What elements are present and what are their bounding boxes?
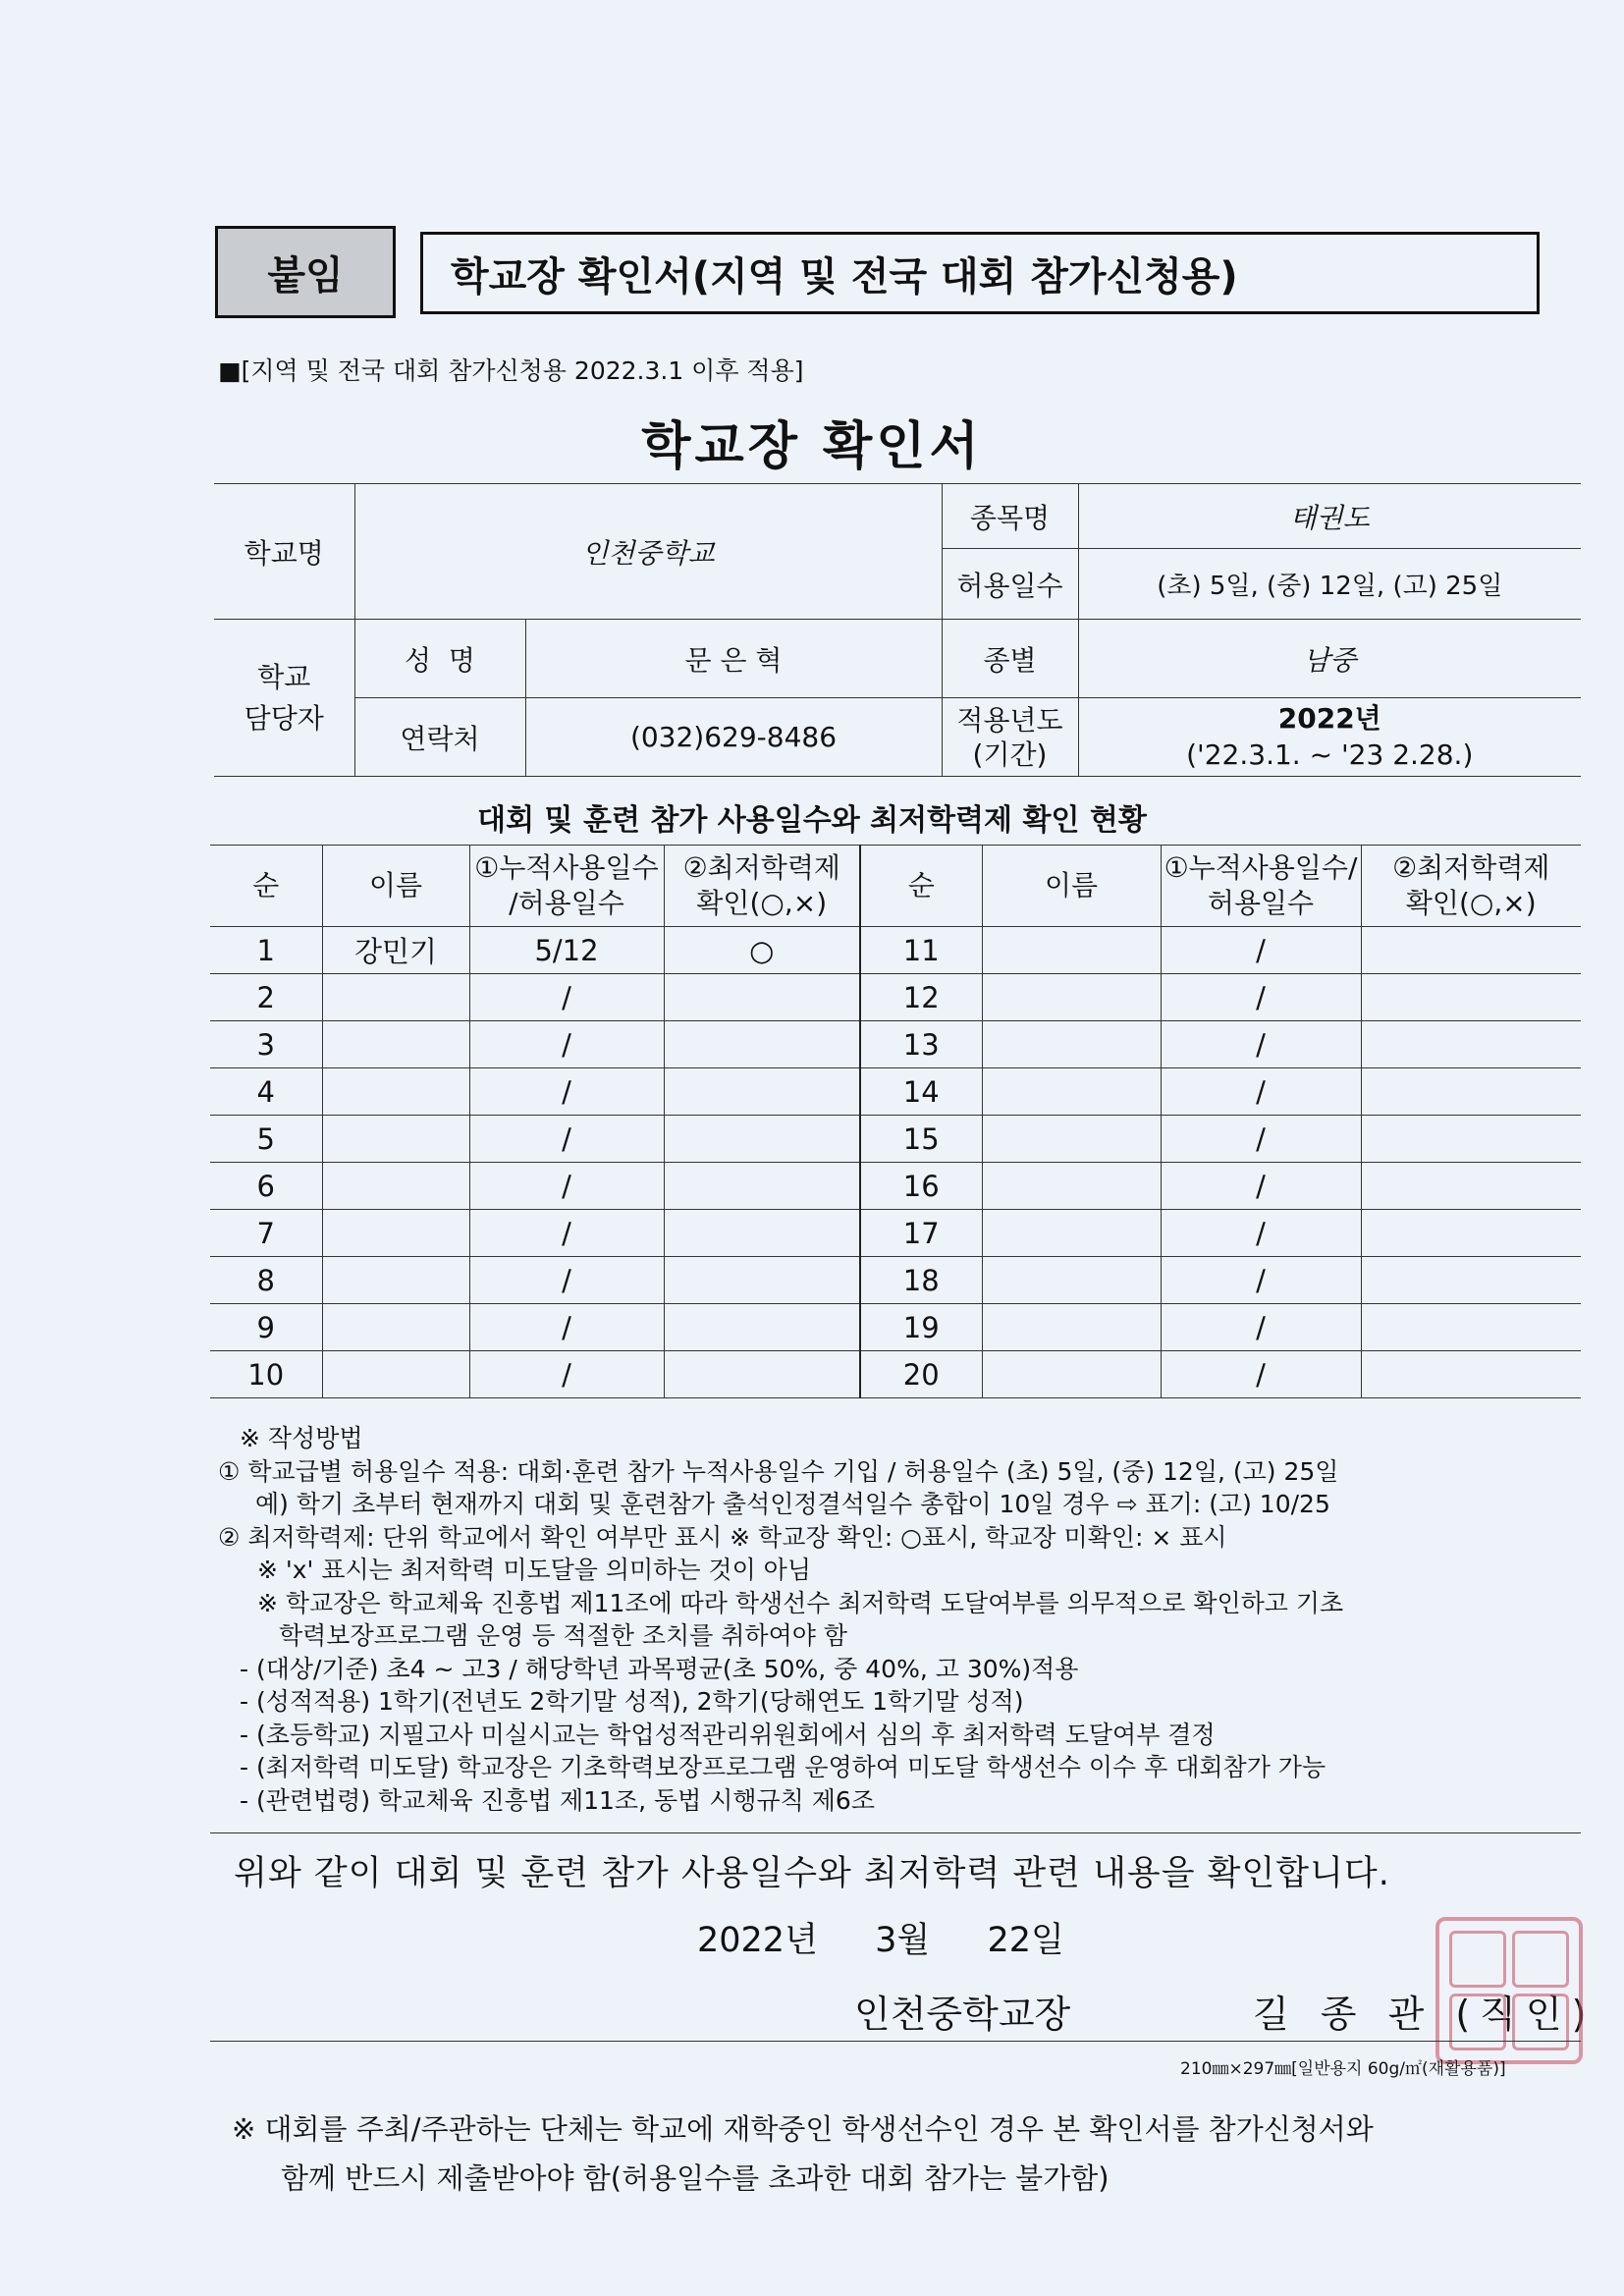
col-no-header: 순 [210, 846, 322, 927]
row-academic [1361, 1257, 1581, 1304]
table-row [210, 1257, 1581, 1304]
row-days: / [469, 974, 664, 1021]
detail-4: - (최저학력 미도달) 학교장은 기초학력보장프로그램 운영하여 미도달 학생선수 이수 후 대회참가 가능 [240, 1753, 1326, 1781]
row-name [322, 1304, 469, 1351]
row-name [322, 1116, 469, 1163]
row-days: / [469, 1163, 664, 1210]
row-days: / [469, 1068, 664, 1116]
row-no: 5 [210, 1116, 322, 1163]
detail-1: - (대상/기준) 초4 ~ 고3 / 해당학년 과목평균(초 50%, 중 40%, 고 30%)적용 [240, 1654, 1079, 1683]
row-days: / [1161, 1210, 1361, 1257]
col-days-header: ①누적사용일수/ 허용일수 [1161, 846, 1361, 927]
table-row [210, 1021, 1581, 1068]
col-name-header: 이름 [982, 846, 1161, 927]
col-academic-header: ②최저학력제 확인(○,×) [1361, 846, 1581, 927]
row-name [982, 927, 1161, 974]
row-no: 6 [210, 1163, 322, 1210]
row-name [322, 1210, 469, 1257]
row-days: / [469, 1116, 664, 1163]
note-2-a: ※ 'x' 표시는 최저학력 미도달을 의미하는 것이 아님 [257, 1556, 811, 1584]
footer-line-1: ※ 대회를 주최/주관하는 단체는 학교에 재학중인 학생선수인 경우 본 확인서를 참가신청서와 [232, 2112, 1374, 2146]
row-academic [1361, 1210, 1581, 1257]
row-academic [664, 1351, 860, 1398]
row-no: 16 [860, 1163, 982, 1210]
manager-label: 학교 담당자 [214, 620, 354, 777]
row-days: / [469, 1257, 664, 1304]
row-name [982, 1210, 1161, 1257]
row-no: 14 [860, 1068, 982, 1116]
row-name [322, 1021, 469, 1068]
row-no: 17 [860, 1210, 982, 1257]
row-days: / [469, 1021, 664, 1068]
row-no: 7 [210, 1210, 322, 1257]
gender-value: 남중 [1078, 620, 1581, 698]
row-academic [1361, 1068, 1581, 1116]
row-days: / [1161, 1068, 1361, 1116]
row-name [982, 974, 1161, 1021]
principal-title: 인천중학교장 [854, 1993, 1071, 2036]
row-no: 3 [210, 1021, 322, 1068]
period-label: 적용년도 (기간) [942, 698, 1078, 777]
row-academic [664, 1116, 860, 1163]
row-no: 20 [860, 1351, 982, 1398]
row-days: / [469, 1210, 664, 1257]
row-no: 12 [860, 974, 982, 1021]
school-info-table [214, 483, 1581, 777]
sport-value: 태권도 [1078, 484, 1581, 549]
row-days: / [1161, 1163, 1361, 1210]
note-2: ② 최저학력제: 단위 학교에서 확인 여부만 표시 ※ 학교장 확인: ○표시, 학교장 미확인: × 표시 [218, 1522, 1227, 1552]
row-days: / [1161, 1351, 1361, 1398]
form-title: 학교장 확인서(지역 및 전국 대회 참가신청용) [420, 232, 1540, 314]
contact-label: 연락처 [354, 698, 525, 777]
table-row [210, 1163, 1581, 1210]
note-1: ① 학교급별 허용일수 적용: 대회·훈련 참가 누적사용일수 기입 / 허용일수 (초) 5일, (중) 12일, (고) 25일 [218, 1456, 1339, 1486]
row-name [322, 1163, 469, 1210]
detail-3: - (초등학교) 지필고사 미실시교는 학업성적관리위원회에서 심의 후 최저학력 도달여부 결정 [240, 1720, 1216, 1749]
period-value: 2022년 ('22.3.1. ~ '23 2.28.) [1078, 698, 1581, 777]
row-name [322, 1068, 469, 1116]
row-no: 19 [860, 1304, 982, 1351]
row-no: 2 [210, 974, 322, 1021]
row-academic [664, 1257, 860, 1304]
table-row [210, 974, 1581, 1021]
contact-value: (032)629-8486 [525, 698, 942, 777]
footer-note [232, 2105, 1374, 2203]
row-days: / [1161, 1257, 1361, 1304]
row-name [982, 1351, 1161, 1398]
principal-name: 길 종 관 (직인) [1253, 1993, 1597, 2036]
row-academic [1361, 1116, 1581, 1163]
row-name: 강민기 [322, 927, 469, 974]
note-2-b: ※ 학교장은 학교체육 진흥법 제11조에 따라 학생선수 최저학력 도달여부를 의무적으로 확인하고 기초 [257, 1588, 1344, 1617]
divider [210, 1832, 1581, 1833]
attachment-tag: 붙임 [215, 226, 396, 318]
table-row [210, 1210, 1581, 1257]
row-days: / [1161, 1116, 1361, 1163]
official-seal-stamp [1435, 1917, 1583, 2064]
table-row [210, 927, 1581, 974]
table-row [210, 1304, 1581, 1351]
row-academic [1361, 1304, 1581, 1351]
row-name [982, 1163, 1161, 1210]
roster-section-title: 대회 및 훈련 참가 사용일수와 최저학력제 확인 현황 [477, 803, 1147, 838]
manager-name-value: 문 은 혁 [525, 620, 942, 698]
row-no: 10 [210, 1351, 322, 1398]
row-days: / [469, 1351, 664, 1398]
row-academic [1361, 1021, 1581, 1068]
row-days: 5/12 [469, 927, 664, 974]
row-academic [1361, 1163, 1581, 1210]
row-no: 1 [210, 927, 322, 974]
row-name [322, 1351, 469, 1398]
table-row [210, 1116, 1581, 1163]
row-academic [664, 1068, 860, 1116]
col-days-header: ①누적사용일수 /허용일수 [469, 846, 664, 927]
roster-header-row [210, 846, 1581, 927]
detail-5: - (관련법령) 학교체육 진흥법 제11조, 동법 시행규칙 제6조 [240, 1785, 875, 1815]
row-academic [664, 1304, 860, 1351]
row-academic [664, 974, 860, 1021]
row-name [322, 974, 469, 1021]
school-name-value: 인천중학교 [354, 484, 942, 620]
document-title: 학교장 확인서 [641, 417, 983, 476]
manager-name-label: 성 명 [354, 620, 525, 698]
row-days: / [1161, 1021, 1361, 1068]
row-academic [1361, 974, 1581, 1021]
col-name-header: 이름 [322, 846, 469, 927]
note-1-example: 예) 학기 초부터 현재까지 대회 및 훈련참가 출석인정결석일수 총합이 10일 경우 ⇨ 표기: (고) 10/25 [255, 1490, 1330, 1518]
row-no: 8 [210, 1257, 322, 1304]
row-no: 11 [860, 927, 982, 974]
sport-label: 종목명 [942, 484, 1078, 549]
row-academic [664, 1210, 860, 1257]
row-no: 13 [860, 1021, 982, 1068]
scope-note: ■[지역 및 전국 대회 참가신청용 2022.3.1 이후 적용] [218, 356, 804, 385]
row-name [982, 1068, 1161, 1116]
notes-heading: ※ 작성방법 [240, 1424, 363, 1452]
allowed-days-label: 허용일수 [942, 549, 1078, 620]
row-days: / [469, 1304, 664, 1351]
athlete-roster-table [210, 845, 1581, 1398]
row-academic [664, 1021, 860, 1068]
row-academic [1361, 1351, 1581, 1398]
table-row [210, 1068, 1581, 1116]
col-academic-header: ②최저학력제 확인(○,×) [664, 846, 860, 927]
note-2-b-cont: 학력보장프로그램 운영 등 적절한 조치를 취하여야 함 [279, 1621, 847, 1650]
paper-spec: 210㎜×297㎜[일반용지 60g/㎡(재활용품)] [1180, 2059, 1506, 2079]
footer-line-2: 함께 반드시 제출받아야 함(허용일수를 초과한 대회 참가는 불가함) [281, 2161, 1110, 2195]
row-name [322, 1257, 469, 1304]
divider [210, 2041, 1581, 2042]
row-name [982, 1021, 1161, 1068]
row-days: / [1161, 927, 1361, 974]
row-no: 4 [210, 1068, 322, 1116]
row-name [982, 1116, 1161, 1163]
row-academic [664, 1163, 860, 1210]
allowed-days-value: (초) 5일, (중) 12일, (고) 25일 [1078, 549, 1581, 620]
row-name [982, 1257, 1161, 1304]
detail-2: - (성적적용) 1학기(전년도 2학기말 성적), 2학기(당해연도 1학기말 성적) [240, 1687, 1024, 1716]
row-days: / [1161, 974, 1361, 1021]
row-academic [1361, 927, 1581, 974]
row-no: 15 [860, 1116, 982, 1163]
school-name-label: 학교명 [214, 484, 354, 620]
row-days: / [1161, 1304, 1361, 1351]
confirmation-statement: 위와 같이 대회 및 훈련 참가 사용일수와 최저학력 관련 내용을 확인합니다. [234, 1854, 1390, 1893]
col-no-header: 순 [860, 846, 982, 927]
confirmation-date: 2022년 3월 22일 [697, 1921, 1064, 1960]
row-no: 18 [860, 1257, 982, 1304]
table-row [210, 1351, 1581, 1398]
row-academic: ○ [664, 927, 860, 974]
writing-instructions [218, 1422, 1593, 1817]
row-name [982, 1304, 1161, 1351]
row-no: 9 [210, 1304, 322, 1351]
gender-label: 종별 [942, 620, 1078, 698]
